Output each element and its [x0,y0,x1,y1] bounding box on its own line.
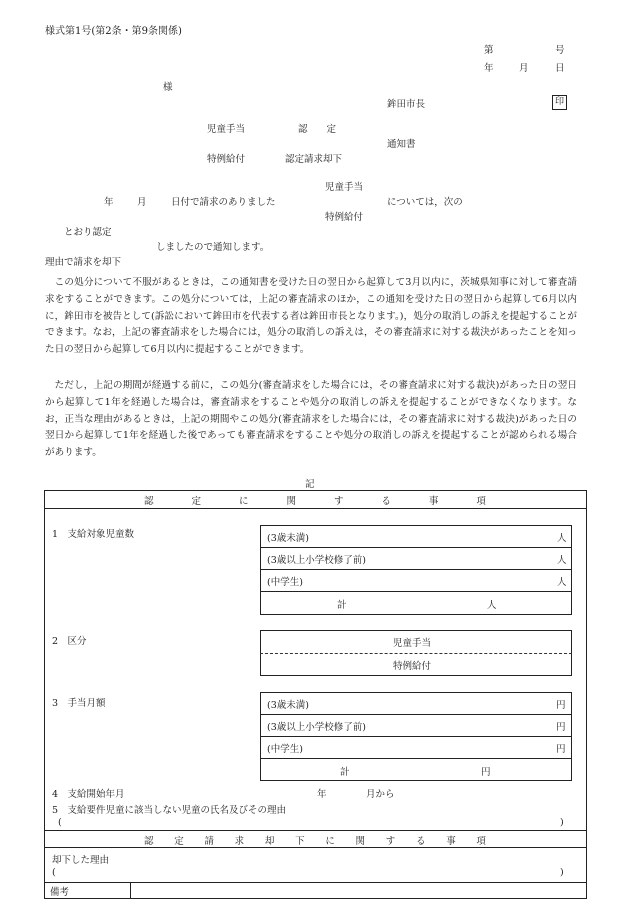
form-number: 様式第1号(第2条・第9条関係) [45,26,182,37]
item5-open-paren: ( [58,817,62,828]
seal-mark: 印 [552,95,567,110]
appeal-paragraph-1: この処分について不服があるときは，この通知書を受けた日の翌日から起算して3月以内に，茨城県知事に対して審査請求をすることができます。この処分については，上記の審査請求のほか，この通知を受けた日の翌日から起算して6月以内に，鉾田市を被告として(訴訟において鉾田市を代表する者は鉾田市長となります。)，処分の取消しの訴えを提起することができます。なお，上記の審査請求をした場合には，処分の取消しの訴えは，その審査請求に対する裁決があったことを知った日の翌日から起算して6月以内に提起することができます。 [45,277,577,356]
item1-row-under3: (3歳未満) [267,533,309,544]
request-date-text: 日付で請求のありました [171,197,276,208]
header2-char: 下 [295,836,305,847]
header1-char: 項 [476,496,486,507]
date-day: 日 [555,63,565,74]
header2-char: 関 [355,836,366,847]
title-nintei: 認 定 [298,124,337,135]
doc-number-go: 号 [555,45,565,56]
item3-row-elementary: (3歳以上小学校修了前) [267,722,366,733]
divider [44,830,587,831]
item5-close-paren: ) [560,817,564,828]
item3-label: 3 手当月額 [52,698,106,709]
item1-total-unit: 人 [487,600,497,611]
title-tokurei-kyufu: 特例給付 [207,154,246,165]
request-year: 年 [104,197,114,208]
item3-total-unit: 円 [481,767,491,778]
table-header-kyakka [144,833,486,847]
request-type-tokurei: 特例給付 [325,212,364,223]
title-jidou-teate: 児童手当 [207,124,246,135]
header1-char: 関 [286,496,296,507]
header2-char: 事 [446,836,456,847]
item2-option-jidou: 児童手当 [393,638,432,649]
result-nintei: とおり認定 [64,227,112,238]
item3-row-under3: (3歳未満) [267,700,309,711]
request-month: 月 [137,197,147,208]
divider [44,882,587,883]
table-header-nintei [144,493,486,507]
item3-unit: 円 [556,744,566,755]
item1-row-junior-high: (中学生) [267,577,303,588]
divider [260,569,572,570]
issuer-name: 鉾田市長 [387,99,426,110]
header2-char: 却 [264,836,275,847]
header2-char: 求 [234,836,245,847]
dashed-divider [260,653,572,654]
remarks-divider [130,882,131,899]
item1-label: 1 支給対象児童数 [52,529,135,540]
date-month: 月 [519,63,529,74]
appeal-paragraph-2: ただし，上記の期間が経過する前に，この処分(審査請求をした場合には，その審査請求に対する裁決)があった日の翌日から起算して1年を経過した場合は，審査請求をすることや処分の取消しの訴えを提起することができなくなります。なお，正当な理由があるときは，上記の期間やこの処分(審査請求をした場合には，その審査請求に対する裁決)があった日の翌日から起算して1年を経過した後であっても審査請求をすることや処分の取消しの訴えを提起することが認められる場合があります。 [45,380,577,459]
notify-text: しましたので通知します。 [156,242,270,253]
divider [260,758,572,759]
header1-char: に [238,496,249,507]
item4-label: 4 支給開始年月 [52,789,125,800]
divider [260,547,572,548]
item1-total-label: 計 [337,600,347,611]
reject-open-paren: ( [52,867,56,878]
divider [260,714,572,715]
remarks-label: 備考 [50,887,70,898]
item1-unit: 人 [557,533,567,544]
header1-char: 認 [144,496,154,507]
item1-row-elementary: (3歳以上小学校修了前) [267,555,366,566]
item2-option-tokurei: 特例給付 [393,661,432,672]
ki-label: 記 [305,479,315,490]
header1-char: す [333,496,344,507]
header1-char: 事 [428,496,439,507]
item4-month-from: 月から [366,789,395,800]
item3-unit: 円 [556,700,566,711]
addressee-sama: 様 [163,82,173,93]
item5-label: 5 支給要件児童に該当しない児童の氏名及びその理由 [52,805,287,816]
item1-unit: 人 [557,577,567,588]
request-type-jidou: 児童手当 [325,182,364,193]
header1-char: る [381,496,391,507]
item3-total-label: 計 [340,767,350,778]
result-kyakka: 理由で請求を却下 [45,257,122,268]
header2-char: 請 [204,836,214,847]
item2-label: 2 区分 [52,636,87,647]
header1-char: 定 [191,496,201,507]
reject-reason-label: 却下した理由 [52,855,110,866]
header2-char: 認 [144,836,154,847]
divider [260,736,572,737]
header2-char: す [385,836,396,847]
item4-year: 年 [317,789,327,800]
item1-unit: 人 [557,555,567,566]
item3-row-junior-high: (中学生) [267,744,303,755]
divider [44,508,587,509]
divider [260,591,572,592]
header2-char: る [415,836,426,847]
date-year: 年 [484,63,494,74]
header2-char: 定 [174,836,184,847]
divider [44,847,587,848]
title-tsuchisho: 通知書 [387,139,416,150]
doc-number-dai: 第 [484,45,494,56]
item3-unit: 円 [556,722,566,733]
header2-char: 項 [476,836,486,847]
request-suffix: については，次の [387,197,463,208]
header2-char: に [325,836,335,847]
title-kyakka: 認定請求却下 [285,154,343,165]
reject-close-paren: ) [560,867,564,878]
